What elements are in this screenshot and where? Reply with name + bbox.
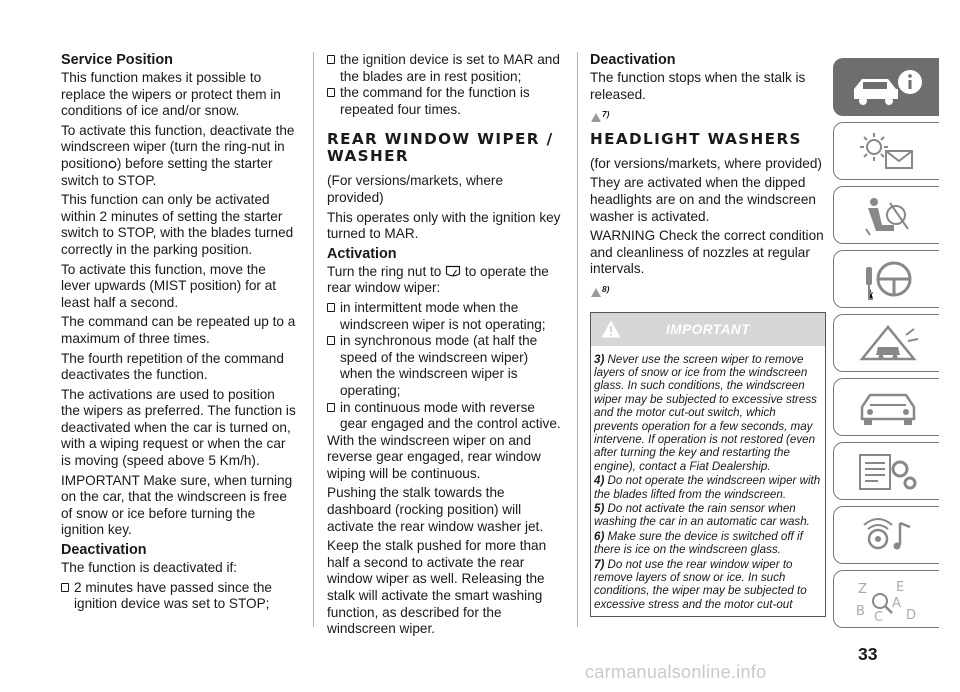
paragraph: The function is deactivated if: [61, 560, 238, 576]
paragraph: WARNING Check the correct condition and cleanliness of nozzles at regular intervals. [590, 228, 824, 277]
section-title-service-position: Service Position [61, 52, 173, 68]
paragraph: They are activated when the dipped headlights are on and the windscreen washer is activated. [590, 175, 816, 224]
paragraph: Pushing the stalk towards the dashboard (rocking position) will activate the rear window washer jet. [327, 485, 544, 534]
paragraph: This function makes it possible to replace the wipers or protect them in conditions of ice and/or snow. [61, 70, 281, 119]
important-title: IMPORTANT [665, 321, 751, 337]
bullet-box-icon [327, 55, 335, 64]
important-item: 5) Do not activate the rain sensor when washing the car in an automatic car wash. [594, 502, 810, 529]
svg-text:D: D [906, 608, 917, 623]
paragraph: This function can only be activated within 2 minutes of setting the starter switch to STOP, with the blades turned correctly in the parking position. [61, 192, 294, 257]
specs-gears-icon [848, 449, 928, 495]
list-item: in synchronous mode (at half the speed of the windscreen wiper) when the windscreen wiper is operating; [327, 333, 563, 399]
chapter-tabs [833, 58, 939, 634]
list-item: in continuous mode with reverse gear engaged and the control active. [327, 400, 563, 433]
multimedia-music-icon [848, 513, 928, 559]
tab-servicing[interactable] [833, 378, 939, 436]
important-box [590, 312, 826, 618]
paragraph: IMPORTANT Make sure, when turning on the car, that the windscreen is free of snow or ice before turning the ignition key. [61, 472, 293, 538]
car-front-icon [848, 385, 928, 431]
list-item: in intermittent mode when the windscreen wiper is not operating; [327, 300, 563, 333]
list-item: the ignition device is set to MAR and the blades are in rest position; [327, 52, 563, 85]
paragraph: (for versions/markets, where provided) [590, 155, 822, 171]
warning-triangle-car-icon [848, 321, 928, 367]
svg-text:C: C [874, 610, 884, 623]
paragraph: Keep the stalk pushed for more than half a second to activate the rear window wiper as well. Releasing the stalk will activate the smart washing function, as described for the windscreen wiper. [327, 538, 547, 637]
warning-reference: 8) [590, 281, 826, 298]
warning-lights-icon [848, 129, 928, 175]
warning-triangle-icon [590, 287, 602, 298]
important-item: 3) Never use the screen wiper to remove layers of snow or ice from the windscreen glass. In such conditions, the windscreen wiper may be subjected to excessive stress and the motor cut-out switch, which prevents operation for a few seconds, may intervene. If operation is not restored (even after turning the key and restarting the engine), contact a Fiat Dealership. [594, 352, 817, 473]
paragraph: With the windscreen wiper on and reverse gear engaged, rear window wiping will be continuous. [327, 432, 541, 481]
paragraph: (For versions/markets, where provided) [327, 173, 504, 205]
index-letters-icon [848, 577, 928, 623]
section-title-headlight-washers: HEADLIGHT WASHERS [590, 129, 802, 148]
important-item: 4) Do not operate the windscreen wiper with the blades lifted from the windscreen. [594, 474, 821, 501]
paragraph: To activate this function, move the lever upwards (MIST position) for at least half a second. [61, 261, 277, 310]
tab-index[interactable] [833, 570, 939, 628]
paragraph: The function stops when the stalk is released. [590, 70, 806, 102]
paragraph: The activations are used to position the wipers as preferred. The function is deactivated when the car is turned on, with a wiping request or when the car is moving (speed above 5 Km/h). [61, 386, 296, 469]
important-body [591, 346, 825, 617]
tab-technical-data[interactable] [833, 442, 939, 500]
svg-text:B: B [856, 604, 865, 619]
column-divider [577, 52, 578, 627]
paragraph: The fourth repetition of the command deactivates the function. [61, 350, 284, 383]
tab-emergency[interactable] [833, 314, 939, 372]
bullet-box-icon [61, 583, 69, 592]
important-item: 6) Make sure the device is switched off if there is ice on the windscreen glass. [594, 529, 803, 557]
column-divider [313, 52, 314, 627]
section-title-rear-window-wiper: REAR WINDOW WIPER / WASHER [327, 130, 554, 166]
list-item: the command for the function is repeated four times. [327, 85, 563, 118]
paragraph: To activate this function, deactivate the windscreen wiper (turn the ring-nut in position ) before setting the starter switch to STOP. [61, 122, 295, 188]
svg-text:Z: Z [858, 582, 867, 597]
paragraph: The command can be repeated up to a maximum of three times. [61, 314, 296, 346]
important-header [591, 313, 825, 346]
warning-triangle-icon [590, 112, 602, 123]
warning-reference: 7) [590, 106, 826, 123]
paragraph: Turn the ring nut to to operate the rear window wiper: [327, 263, 549, 296]
tab-car-info[interactable] [833, 58, 939, 116]
tab-safety[interactable] [833, 186, 939, 244]
tab-multimedia[interactable] [833, 506, 939, 564]
car-info-icon [848, 65, 928, 111]
section-title-activation: Activation [327, 245, 397, 262]
bullet-box-icon [327, 88, 335, 97]
tab-starting-driving[interactable] [833, 250, 939, 308]
important-item: 7) Do not use the rear window wiper to remove layers of snow or ice. In such conditions, the wiper may be subjected to excessive stress and the motor cut-out [594, 557, 807, 611]
column-2 [327, 52, 563, 641]
bullet-box-icon [327, 303, 335, 312]
paragraph: This operates only with the ignition key turned to MAR. [327, 209, 561, 242]
wiper-off-position-icon [108, 159, 117, 170]
rear-wiper-symbol-icon [445, 265, 461, 278]
steering-key-icon [848, 257, 928, 303]
column-3 [590, 52, 826, 617]
watermark: carmanualsonline.info [585, 662, 767, 682]
tab-warning-lights[interactable] [833, 122, 939, 180]
column-1 [61, 52, 297, 613]
svg-text:A: A [892, 596, 901, 611]
section-title-deactivation: Deactivation [590, 52, 676, 68]
section-title-deactivation: Deactivation [61, 542, 147, 559]
svg-text:E: E [896, 580, 905, 595]
page-number: 33 [858, 644, 878, 664]
airbag-seat-icon [848, 193, 928, 239]
bullet-box-icon [327, 403, 335, 412]
list-item: 2 minutes have passed since the ignition device was set to STOP; [61, 580, 297, 613]
bullet-box-icon [327, 336, 335, 345]
